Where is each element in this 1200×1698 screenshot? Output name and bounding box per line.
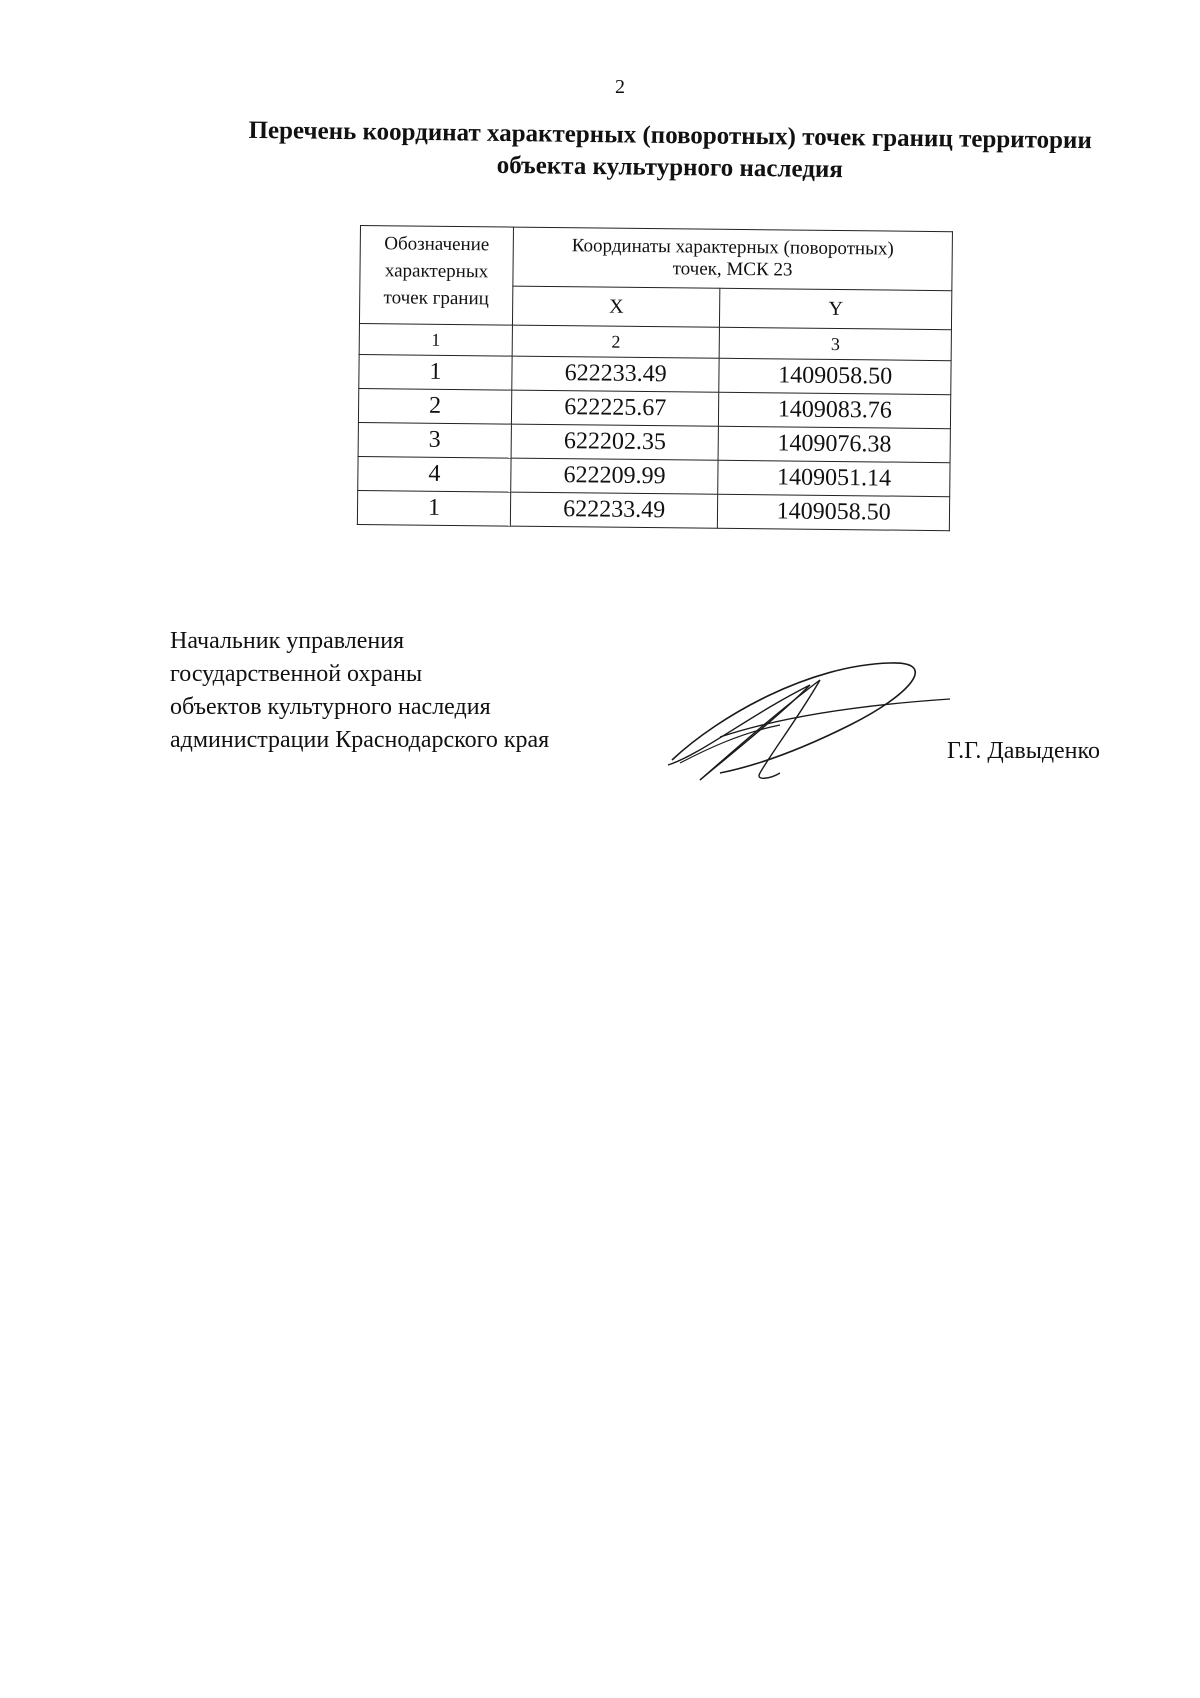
coord-x: 622225.67	[511, 390, 719, 426]
coordinates-table-wrapper	[357, 225, 953, 531]
coord-y: 1409076.38	[718, 426, 950, 462]
coord-y: 1409051.14	[718, 460, 950, 496]
document-title	[170, 114, 1171, 190]
column-number: 3	[720, 327, 952, 360]
position-line: Начальник управления	[170, 628, 405, 654]
column-number: 1	[359, 323, 512, 356]
point-id: 1	[357, 490, 510, 526]
header-label-line: Обозначение	[384, 233, 490, 256]
point-id: 4	[358, 456, 511, 492]
header-coords-line: точек, МСК 23	[672, 258, 793, 281]
header-label-line: точек границ	[383, 287, 489, 310]
coord-y: 1409058.50	[718, 494, 950, 530]
position-line: государственной охраны	[170, 661, 423, 687]
coord-x: 622233.49	[510, 492, 718, 528]
point-id: 1	[359, 354, 512, 390]
signatory-name: Г.Г. Давыденко	[947, 738, 1100, 764]
header-y: Y	[720, 288, 952, 329]
page-number: 2	[615, 76, 625, 98]
header-coordinates	[513, 227, 953, 291]
title-line-1: Перечень координат характерных (поворотных) точек границ территории	[248, 116, 1092, 155]
point-id: 3	[358, 422, 511, 458]
coord-y: 1409058.50	[719, 358, 951, 394]
header-coords-line: Координаты характерных (поворотных)	[571, 235, 894, 260]
position-line: администрации Краснодарского края	[170, 727, 550, 753]
coord-y: 1409083.76	[719, 392, 951, 428]
point-id: 2	[358, 388, 511, 424]
coord-x: 622202.35	[511, 424, 719, 460]
header-point-designation	[359, 226, 513, 326]
signatory-position	[170, 625, 549, 757]
coord-x: 622233.49	[512, 356, 720, 392]
header-label-line: характерных	[384, 260, 489, 283]
coord-x: 622209.99	[511, 458, 719, 494]
table-header-row	[360, 226, 953, 291]
position-line: объектов культурного наследия	[170, 694, 491, 720]
title-line-2: объекта культурного наследия	[496, 151, 844, 184]
table-row	[357, 490, 949, 530]
handwritten-signature	[660, 655, 960, 785]
coordinates-table	[357, 225, 953, 531]
header-x: X	[512, 286, 720, 327]
column-number: 2	[512, 325, 720, 358]
